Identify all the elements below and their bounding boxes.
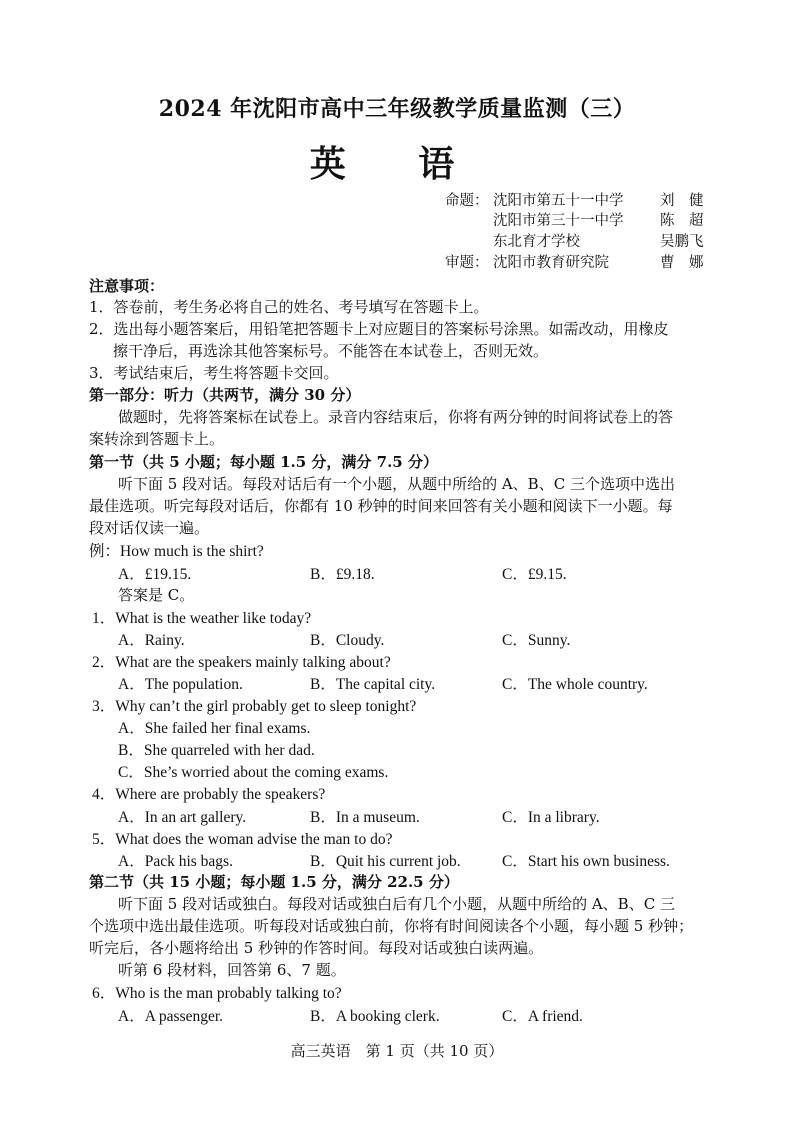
example-answer: 答案是 C。 <box>118 586 195 604</box>
material-instruction: 听第 6 段材料，回答第 6、7 题。 <box>118 961 346 979</box>
author-org: 沈阳市第三十一中学 <box>493 213 624 229</box>
section2-instructions-cont: 个选项中选出最佳选项。听每段对话或独白前，你将有时间阅读各个小题，每小题 5 秒钟； <box>89 917 694 935</box>
option-a: A．Rainy. <box>118 632 185 649</box>
section2-instructions-cont: 听完后，各小题将给出 5 秒钟的作答时间。每段对话或独白读两遍。 <box>89 939 544 957</box>
section1-instructions: 听下面 5 段对话。每段对话后有一个小题，从题中所给的 A、B、C 三个选项中选出 <box>118 475 675 493</box>
author-name: 刘 健 <box>660 193 704 209</box>
section2-instructions: 听下面 5 段对话或独白。每段对话或独白后有几个小题，从题中所给的 A、B、C 三 <box>118 895 675 913</box>
option-a: A．£19.15. <box>118 566 192 583</box>
page-footer: 高三英语 第 1 页（共 10 页） <box>290 1042 504 1060</box>
part1-instructions: 做题时，先将答案标在试卷上。录音内容结束后，你将有两分钟的时间将试卷上的答 <box>118 408 674 426</box>
note-item: 1．答卷前，考生务必将自己的姓名、考号填写在答题卡上。 <box>89 298 489 316</box>
option-c: C．The whole country. <box>502 676 648 693</box>
author-name: 吴鹏飞 <box>660 234 704 250</box>
reviewer-role: 审题： <box>445 255 489 271</box>
option-b: B．£9.18. <box>310 566 375 583</box>
example-question: 例：How much is the shirt? <box>89 543 264 560</box>
option-c: C．Sunny. <box>502 632 571 649</box>
option-b: B．The capital city. <box>310 676 436 693</box>
section1-instructions-cont: 最佳选项。听完每段对话后，你都有 10 秒钟的时间来回答有关小题和阅读下一小题。每 <box>89 497 673 515</box>
option-a: A．She failed her final exams. <box>118 720 311 737</box>
option-c: C．Start his own business. <box>502 853 670 870</box>
author-org: 东北育才学校 <box>493 234 580 250</box>
part1-instructions-cont: 案转涂到答题卡上。 <box>89 430 225 448</box>
question-stem: 1．What is the weather like today? <box>92 610 312 627</box>
option-b: B．Quit his current job. <box>310 853 461 870</box>
author-name: 陈 超 <box>660 213 704 229</box>
option-b: B．A booking clerk. <box>310 1008 440 1025</box>
note-item: 3．考试结束后，考生将答题卡交回。 <box>89 364 339 382</box>
question-stem: 4．Where are probably the speakers? <box>92 786 326 803</box>
option-b: B．Cloudy. <box>310 632 385 649</box>
option-c: C．She’s worried about the coming exams. <box>118 764 389 781</box>
note-item-cont: 擦干净后，再选涂其他答案标号。不能答在本试卷上，否则无效。 <box>113 342 549 360</box>
reviewer-org: 沈阳市教育研究院 <box>493 255 609 271</box>
section1-instructions-cont: 段对话仅读一遍。 <box>89 519 210 537</box>
option-a: A．The population. <box>118 676 243 693</box>
option-b: B．She quarreled with her dad. <box>118 742 315 759</box>
option-a: A．Pack his bags. <box>118 853 233 870</box>
section1-heading: 第一节（共 5 小题；每小题 1.5 分，满分 7.5 分） <box>89 453 438 471</box>
subject-title: 英 语 <box>309 143 485 185</box>
option-c: C．In a library. <box>502 809 600 826</box>
option-c: C．£9.15. <box>502 566 567 583</box>
exam-title: 2024 年沈阳市高中三年级教学质量监测（三） <box>158 96 636 122</box>
notes-heading: 注意事项： <box>89 277 165 295</box>
option-b: B．In a museum. <box>310 809 420 826</box>
option-c: C．A friend. <box>502 1008 583 1025</box>
question-stem: 5．What does the woman advise the man to do? <box>92 831 393 848</box>
part1-heading: 第一部分：听力（共两节，满分 30 分） <box>89 386 361 404</box>
question-stem: 3．Why can’t the girl probably get to sleep tonight? <box>92 698 417 715</box>
author-org: 沈阳市第五十一中学 <box>493 193 624 209</box>
reviewer-name: 曹 娜 <box>660 255 704 271</box>
question-stem: 2．What are the speakers mainly talking about? <box>92 654 391 671</box>
section2-heading: 第二节（共 15 小题；每小题 1.5 分，满分 22.5 分） <box>89 873 459 891</box>
question-stem: 6．Who is the man probably talking to? <box>92 985 342 1002</box>
option-a: A．A passenger. <box>118 1008 224 1025</box>
note-item: 2．选出每小题答案后，用铅笔把答题卡上对应题目的答案标号涂黑。如需改动，用橡皮 <box>89 320 669 338</box>
author-role: 命题： <box>445 193 489 209</box>
option-a: A．In an art gallery. <box>118 809 247 826</box>
